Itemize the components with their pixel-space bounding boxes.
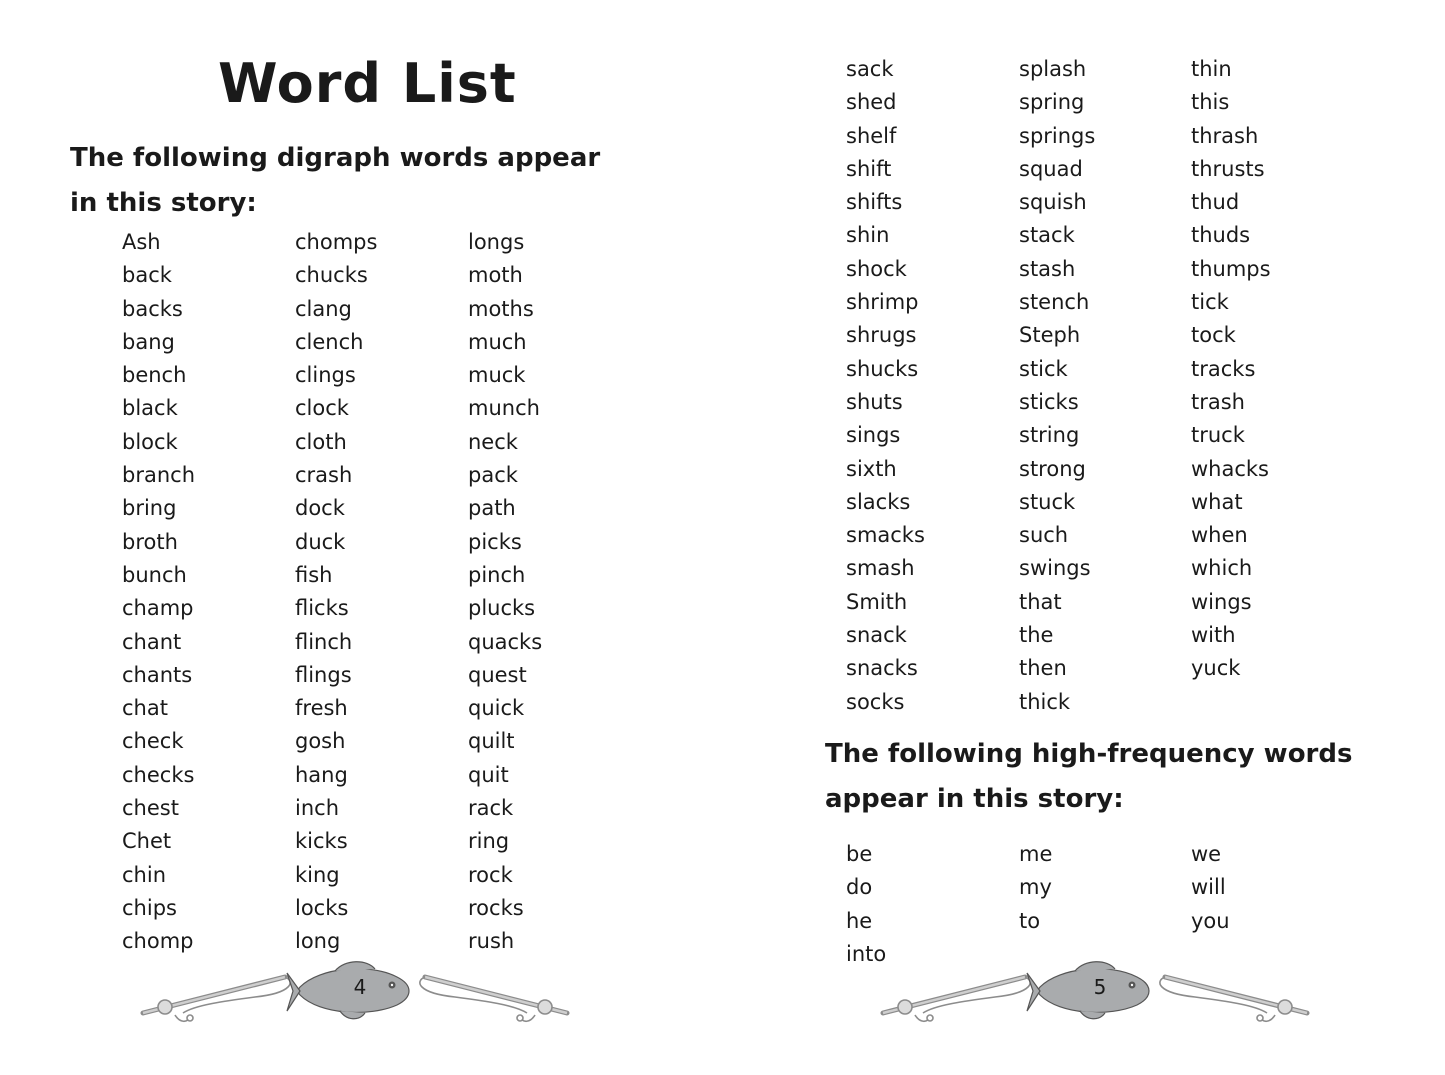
word: what — [1191, 489, 1243, 514]
word: be — [846, 842, 873, 866]
word: shift — [846, 156, 892, 181]
word: thumps — [1191, 256, 1271, 281]
word: neck — [468, 429, 518, 454]
word: clock — [295, 396, 349, 421]
word: chomp — [122, 929, 194, 954]
fishing-rod-icon — [883, 977, 1030, 1021]
word: chant — [122, 629, 182, 654]
fishing-rod-icon — [143, 977, 290, 1021]
word: stash — [1019, 256, 1076, 281]
word: sticks — [1019, 389, 1079, 414]
word: chants — [122, 662, 193, 687]
word: plucks — [468, 596, 536, 621]
word: sixth — [846, 456, 897, 481]
word: king — [295, 862, 340, 887]
word: shed — [846, 90, 897, 115]
word: which — [1191, 556, 1253, 581]
word: sack — [846, 57, 894, 81]
digraph-column-6 — [1191, 53, 1271, 686]
word: squish — [1019, 190, 1087, 215]
word: will — [1191, 875, 1226, 900]
word: path — [468, 496, 516, 521]
word: shrugs — [846, 323, 917, 348]
word: crash — [295, 463, 353, 488]
word: Steph — [1019, 323, 1081, 348]
word: such — [1019, 523, 1069, 548]
word: stack — [1019, 223, 1075, 248]
word: then — [1019, 656, 1067, 681]
word: block — [122, 429, 178, 454]
word: to — [1019, 908, 1041, 933]
page-footer-decoration — [135, 955, 575, 1030]
word: shelf — [846, 123, 897, 148]
word: truck — [1191, 423, 1245, 448]
word: socks — [846, 689, 905, 714]
word: back — [122, 263, 172, 288]
word: chat — [122, 696, 168, 721]
digraph-column-3 — [468, 226, 542, 959]
word: bring — [122, 496, 177, 521]
word: chips — [122, 895, 177, 920]
word: backs — [122, 296, 183, 321]
word: slacks — [846, 489, 911, 514]
word: pack — [468, 463, 518, 488]
word: flings — [295, 662, 352, 687]
word: quest — [468, 662, 527, 687]
word: snack — [846, 623, 907, 648]
high-frequency-heading: The following high-frequency words appear in this story: — [825, 739, 1353, 814]
word: with — [1191, 623, 1236, 648]
word: chest — [122, 796, 179, 821]
word: cloth — [295, 429, 347, 454]
fishing-rod-icon — [1160, 977, 1307, 1021]
right-page — [722, 0, 1445, 1075]
word: dock — [295, 496, 345, 521]
digraph-column-5 — [1019, 53, 1095, 719]
word: bench — [122, 363, 187, 388]
word: strong — [1019, 456, 1086, 481]
word: into — [846, 941, 887, 966]
word: Chet — [122, 829, 172, 854]
word: wings — [1191, 589, 1252, 614]
word: Smith — [846, 589, 908, 614]
word: tracks — [1191, 356, 1256, 381]
word: champ — [122, 596, 194, 621]
left-page — [0, 0, 722, 1075]
hf-column-3 — [1191, 838, 1230, 938]
word: shuts — [846, 389, 903, 414]
page-footer-decoration — [875, 955, 1315, 1030]
word: kicks — [295, 829, 348, 854]
word: do — [846, 875, 873, 900]
word: clang — [295, 296, 352, 321]
word: sings — [846, 423, 901, 448]
word: that — [1019, 589, 1062, 614]
word: clench — [295, 329, 364, 354]
word: checks — [122, 762, 195, 787]
word: rack — [468, 796, 514, 821]
word: squad — [1019, 156, 1083, 181]
word: locks — [295, 895, 349, 920]
word: long — [295, 929, 341, 954]
word: thuds — [1191, 223, 1251, 248]
word: munch — [468, 396, 540, 421]
word: whacks — [1191, 456, 1270, 481]
word: broth — [122, 529, 178, 554]
fish-icon — [287, 962, 409, 1019]
word: flicks — [295, 596, 349, 621]
word: gosh — [295, 729, 346, 754]
word: we — [1191, 842, 1222, 866]
word: check — [122, 729, 184, 754]
word: fish — [295, 562, 333, 587]
word: me — [1019, 842, 1053, 866]
word: clings — [295, 363, 356, 388]
word: thud — [1191, 190, 1240, 215]
word: shin — [846, 223, 890, 248]
word: tick — [1191, 290, 1229, 315]
word: trash — [1191, 389, 1245, 414]
word: moth — [468, 263, 523, 288]
word: quick — [468, 696, 525, 721]
hf-column-1 — [846, 838, 886, 971]
word: bang — [122, 329, 175, 354]
page-number: 5 — [1093, 975, 1107, 999]
word: smash — [846, 556, 915, 581]
word: you — [1191, 908, 1230, 933]
word: much — [468, 329, 527, 354]
digraph-column-1 — [122, 226, 195, 959]
word: rock — [468, 862, 513, 887]
word: longs — [468, 230, 525, 254]
word: tock — [1191, 323, 1236, 348]
word: quit — [468, 762, 509, 787]
word: shucks — [846, 356, 919, 381]
word: springs — [1019, 123, 1096, 148]
word: rocks — [468, 895, 524, 920]
word: branch — [122, 463, 195, 488]
word: smacks — [846, 523, 925, 548]
word: string — [1019, 423, 1080, 448]
word: shrimp — [846, 290, 919, 315]
word: flinch — [295, 629, 353, 654]
word: chucks — [295, 263, 368, 288]
word: thin — [1191, 57, 1232, 81]
word: shock — [846, 256, 907, 281]
hf-column-2 — [1019, 838, 1052, 938]
word: pinch — [468, 562, 526, 587]
word: thrusts — [1191, 156, 1265, 181]
fishing-rod-icon — [420, 977, 567, 1021]
word: fresh — [295, 696, 348, 721]
word: the — [1019, 623, 1054, 648]
word: chomps — [295, 230, 378, 254]
word: quilt — [468, 729, 515, 754]
word: Ash — [122, 230, 161, 254]
word: inch — [295, 796, 339, 821]
word: thick — [1019, 689, 1071, 714]
word: stuck — [1019, 489, 1076, 514]
word: moths — [468, 296, 534, 321]
digraph-column-4 — [846, 53, 925, 719]
word: rush — [468, 929, 515, 954]
word: black — [122, 396, 178, 421]
word: duck — [295, 529, 346, 554]
word: swings — [1019, 556, 1091, 581]
word: splash — [1019, 57, 1087, 81]
digraph-heading: The following digraph words appear in this story: — [70, 143, 601, 218]
page-number: 4 — [353, 975, 367, 999]
word: hang — [295, 762, 348, 787]
word: stick — [1019, 356, 1068, 381]
word: shifts — [846, 190, 903, 215]
word: muck — [468, 363, 526, 388]
word: stench — [1019, 290, 1090, 315]
word: this — [1191, 90, 1230, 115]
word: chin — [122, 862, 166, 887]
word: thrash — [1191, 123, 1259, 148]
word: quacks — [468, 629, 543, 654]
word: bunch — [122, 562, 187, 587]
fish-icon — [1027, 962, 1149, 1019]
word: ring — [468, 829, 510, 854]
word: spring — [1019, 90, 1085, 115]
word: yuck — [1191, 656, 1241, 681]
word: when — [1191, 523, 1248, 548]
word: picks — [468, 529, 522, 554]
word: my — [1019, 875, 1052, 900]
page-title: Word List — [218, 52, 517, 115]
word: he — [846, 908, 873, 933]
digraph-column-2 — [295, 226, 377, 959]
word: snacks — [846, 656, 918, 681]
